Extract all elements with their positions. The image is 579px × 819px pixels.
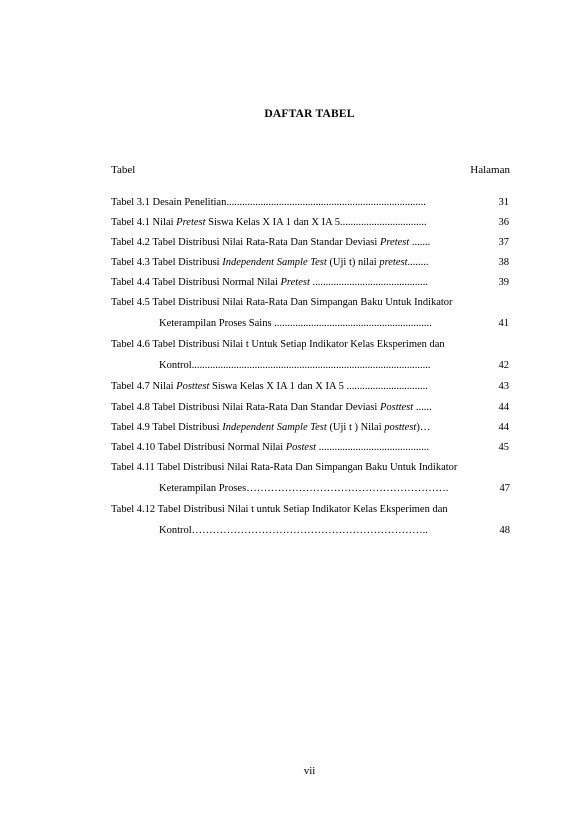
entry-page-number: 36 [498, 217, 509, 229]
entry-title: Tabel 4.8 Tabel Distribusi Nilai Rata-Rata Dan Standar Deviasi Posttest ...... [111, 401, 432, 413]
entry-page-number: 44 [498, 421, 509, 433]
entry-title-continued: Keterampilan Proses Sains ............................................................ [159, 318, 432, 330]
entry-title: Tabel 4.12 Tabel Distribusi Nilai t untuk Setiap Indikator Kelas Eksperimen dan [111, 503, 448, 515]
page-title: DAFTAR TABEL [264, 108, 355, 120]
entry-page-number: 38 [498, 257, 509, 269]
entry-page-number: 47 [499, 482, 510, 494]
entry-title: Tabel 4.6 Tabel Distribusi Nilai t Untuk Setiap Indikator Kelas Eksperimen dan [111, 339, 445, 351]
entry-title: Tabel 4.5 Tabel Distribusi Nilai Rata-Rata Dan Simpangan Baku Untuk Indikator [111, 297, 453, 309]
entry-title: Tabel 4.1 Nilai Pretest Siswa Kelas X IA 1 dan X IA 5................................. [111, 217, 427, 229]
entry-page-number: 42 [498, 360, 509, 372]
list-item[interactable] [111, 216, 509, 236]
list-item[interactable] [111, 296, 509, 317]
entry-page-number: 41 [498, 318, 509, 330]
entry-page-number: 39 [498, 277, 509, 289]
page-number: vii [303, 765, 316, 777]
entry-title-continued: Kontrol........................................................................................... [159, 360, 431, 372]
list-item[interactable] [111, 441, 509, 461]
entry-title: Tabel 4.10 Tabel Distribusi Normal Nilai Postest .......................................... [111, 441, 429, 453]
entry-title: Tabel 4.3 Tabel Distribusi Independent Sample Test (Uji t) nilai pretest........ [111, 257, 429, 269]
entry-title: Tabel 4.11 Tabel Distribusi Nilai Rata-Rata Dan Simpangan Baku Untuk Indikator [111, 461, 458, 473]
list-item-continuation[interactable] [111, 359, 509, 380]
list-item[interactable] [111, 461, 509, 482]
list-item[interactable] [111, 338, 509, 359]
list-item[interactable] [111, 503, 509, 524]
list-item-continuation[interactable] [111, 524, 509, 545]
entry-page-number: 37 [498, 237, 509, 249]
entry-page-number: 48 [499, 524, 510, 536]
list-item-continuation[interactable] [111, 317, 509, 338]
list-item[interactable] [111, 421, 509, 441]
entry-page-number: 45 [498, 441, 509, 453]
entry-page-number: 43 [498, 381, 509, 393]
list-item[interactable] [111, 401, 509, 421]
entry-title: Tabel 3.1 Desain Penelitian............................................................................ [111, 197, 426, 208]
list-item[interactable] [111, 256, 509, 276]
entry-title-continued: Keterampilan Proses…………………………………………………. [159, 482, 449, 494]
entry-title: Tabel 4.7 Nilai Posttest Siswa Kelas X IA 1 dan X IA 5 ............................... [111, 381, 428, 393]
list-item[interactable] [111, 380, 509, 400]
header-halaman-label: Halaman [470, 164, 510, 176]
entry-title-continued: Kontrol………………………………………………………….. [159, 524, 428, 536]
list-item[interactable] [111, 236, 509, 256]
entry-title: Tabel 4.4 Tabel Distribusi Normal Nilai Pretest ............................................ [111, 277, 428, 289]
entry-title: Tabel 4.9 Tabel Distribusi Independent Sample Test (Uji t ) Nilai posttest)… [111, 421, 431, 433]
table-of-tables [111, 196, 509, 545]
list-item[interactable] [111, 196, 509, 216]
entry-page-number: 44 [498, 401, 509, 413]
entry-page-number: 31 [498, 197, 509, 208]
list-item[interactable] [111, 276, 509, 296]
header-tabel-label: Tabel [111, 164, 136, 176]
entry-title: Tabel 4.2 Tabel Distribusi Nilai Rata-Rata Dan Standar Deviasi Pretest ....... [111, 237, 431, 249]
list-item-continuation[interactable] [111, 482, 509, 503]
